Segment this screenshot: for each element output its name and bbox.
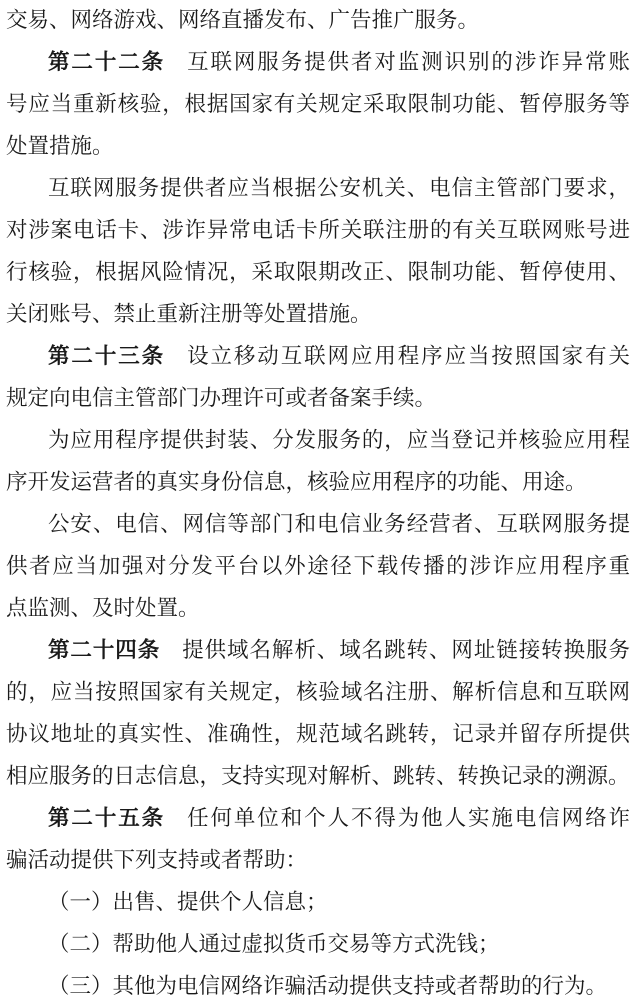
- paragraph-line: [0, 462, 640, 504]
- line-text: 交易、网络游戏、网络直播发布、广告推广服务。: [6, 8, 480, 33]
- paragraph-line: [0, 42, 640, 84]
- line-text: 相应服务的日志信息，支持实现对解析、跳转、转换记录的溯源。: [6, 764, 630, 789]
- line-text: 规定向电信主管部门办理许可或者备案手续。: [6, 386, 437, 411]
- line-text: 任何单位和个人不得为他人实施电信网络诈: [187, 806, 630, 831]
- line-text: 协议地址的真实性、准确性，规范域名跳转，记录并留存所提供: [6, 722, 630, 747]
- list-item: [0, 882, 640, 924]
- line-text: 点监测、及时处置。: [6, 596, 200, 621]
- article-label: 第二十二条: [48, 50, 166, 75]
- line-text: 行核验，根据风险情况，采取限期改正、限制功能、暂停使用、: [6, 260, 630, 285]
- list-item: [0, 966, 640, 1008]
- paragraph-line: [0, 0, 640, 42]
- line-text: 关闭账号、禁止重新注册等处置措施。: [6, 302, 372, 327]
- paragraph-line: [0, 840, 640, 882]
- paragraph-line: [0, 798, 640, 840]
- paragraph-line: [0, 84, 640, 126]
- paragraph-line: [0, 630, 640, 672]
- paragraph-line: [0, 210, 640, 252]
- line-text: 互联网服务提供者对监测识别的涉诈异常账: [187, 50, 630, 75]
- paragraph-line: [0, 672, 640, 714]
- line-text: 的，应当按照国家有关规定，核验域名注册、解析信息和互联网: [6, 680, 630, 705]
- line-text: 公安、电信、网信等部门和电信业务经营者、互联网服务提: [48, 512, 630, 537]
- paragraph-line: [0, 378, 640, 420]
- list-item: [0, 924, 640, 966]
- paragraph-line: [0, 336, 640, 378]
- line-text: 骗活动提供下列支持或者帮助：: [6, 848, 308, 873]
- line-text: 供者应当加强对分发平台以外途径下载传播的涉诈应用程序重: [6, 554, 630, 579]
- paragraph-line: [0, 504, 640, 546]
- line-text: （三）其他为电信网络诈骗活动提供支持或者帮助的行为。: [48, 974, 608, 999]
- line-text: （二）帮助他人通过虚拟货币交易等方式洗钱；: [48, 932, 500, 957]
- article-label: 第二十五条: [48, 806, 166, 831]
- line-text: 对涉案电话卡、涉诈异常电话卡所关联注册的有关互联网账号进: [6, 218, 630, 243]
- article-label: 第二十四条: [48, 638, 161, 663]
- paragraph-line: [0, 420, 640, 462]
- paragraph-line: [0, 252, 640, 294]
- line-text: 处置措施。: [6, 134, 114, 159]
- paragraph-line: [0, 294, 640, 336]
- line-text: （一）出售、提供个人信息；: [48, 890, 328, 915]
- line-text: 设立移动互联网应用程序应当按照国家有关: [187, 344, 630, 369]
- paragraph-line: [0, 756, 640, 798]
- paragraph-line: [0, 168, 640, 210]
- paragraph-line: [0, 588, 640, 630]
- line-text: 号应当重新核验，根据国家有关规定采取限制功能、暂停服务等: [6, 92, 630, 117]
- line-text: 提供域名解析、域名跳转、网址链接转换服务: [182, 638, 630, 663]
- line-text: 序开发运营者的真实身份信息，核验应用程序的功能、用途。: [6, 470, 587, 495]
- article-label: 第二十三条: [48, 344, 166, 369]
- paragraph-line: [0, 546, 640, 588]
- line-text: 互联网服务提供者应当根据公安机关、电信主管部门要求，: [48, 176, 630, 201]
- line-text: 为应用程序提供封装、分发服务的，应当登记并核验应用程: [48, 428, 630, 453]
- paragraph-line: [0, 126, 640, 168]
- paragraph-line: [0, 714, 640, 756]
